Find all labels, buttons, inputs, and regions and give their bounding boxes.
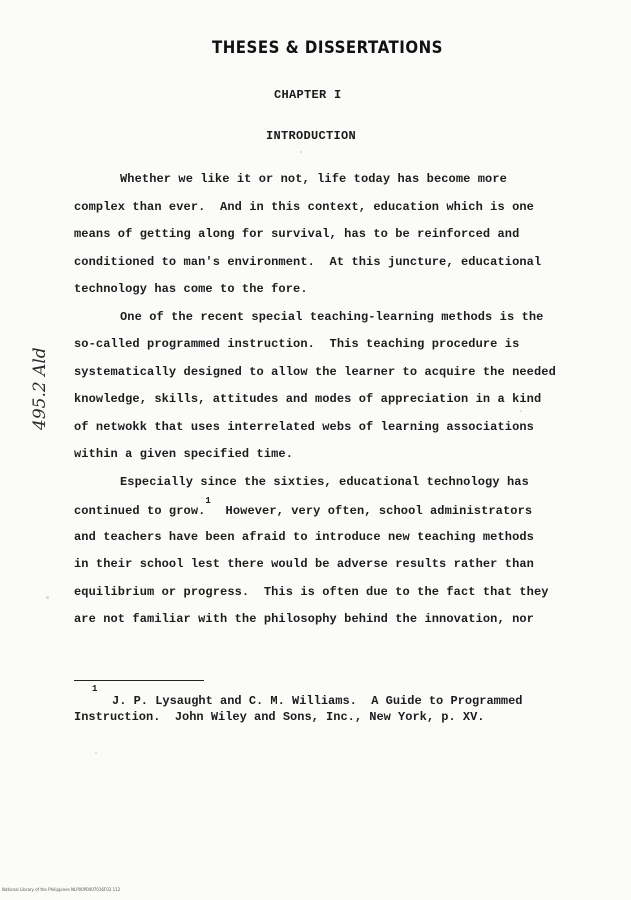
chapter-heading: CHAPTER I [274, 88, 342, 102]
body-line-13 [74, 496, 533, 518]
footnote-reference: 1 [205, 496, 211, 506]
margin-handwriting: 495.2 Ald [30, 347, 50, 430]
scan-speck [520, 410, 522, 412]
body-line-12: Especially since the sixties, educational technology has [120, 475, 529, 489]
scan-footer: National Library of the Philippines NLP00P0007016F03 112 [2, 887, 121, 892]
body-line-9: knowledge, skills, attitudes and modes of appreciation in a kind [74, 392, 542, 406]
body-line-1: Whether we like it or not, life today has become more [120, 172, 507, 186]
body-line-10: of netwokk that uses interrelated webs of learning associations [74, 420, 534, 434]
body-line-8: systematically designed to allow the learner to acquire the needed [74, 365, 556, 379]
body-line-15: in their school lest there would be adverse results rather than [74, 557, 534, 571]
scan-speck [95, 752, 97, 754]
footnote-line-1: J. P. Lysaught and C. M. Williams. A Guide to Programmed [112, 694, 523, 708]
body-line-5: technology has come to the fore. [74, 282, 308, 296]
footnote-mark: 1 [92, 684, 98, 694]
section-heading: INTRODUCTION [266, 129, 357, 143]
body-line-2: complex than ever. And in this context, education which is one [74, 200, 534, 214]
body-line-14: and teachers have been afraid to introduce new teaching methods [74, 530, 534, 544]
body-line-17: are not familiar with the philosophy behind the innovation, nor [74, 612, 534, 626]
body-line-13-start: continued to grow. [74, 504, 206, 518]
body-line-7: so-called programmed instruction. This teaching procedure is [74, 337, 520, 351]
scan-speck [300, 151, 302, 153]
scan-speck [46, 596, 49, 599]
theses-dissertations-stamp: THESES & DISSERTATIONS [212, 36, 443, 58]
footnote-rule [74, 680, 204, 681]
body-line-4: conditioned to man's environment. At this juncture, educational [74, 255, 542, 269]
body-line-3: means of getting along for survival, has to be reinforced and [74, 227, 520, 241]
body-line-16: equilibrium or progress. This is often due to the fact that they [74, 585, 549, 599]
footnote-line-2: Instruction. John Wiley and Sons, Inc., New York, p. XV. [74, 710, 485, 724]
body-line-6: One of the recent special teaching-learning methods is the [120, 310, 544, 324]
body-line-13-end: However, very often, school administrators [210, 504, 533, 518]
body-line-11: within a given specified time. [74, 447, 294, 461]
